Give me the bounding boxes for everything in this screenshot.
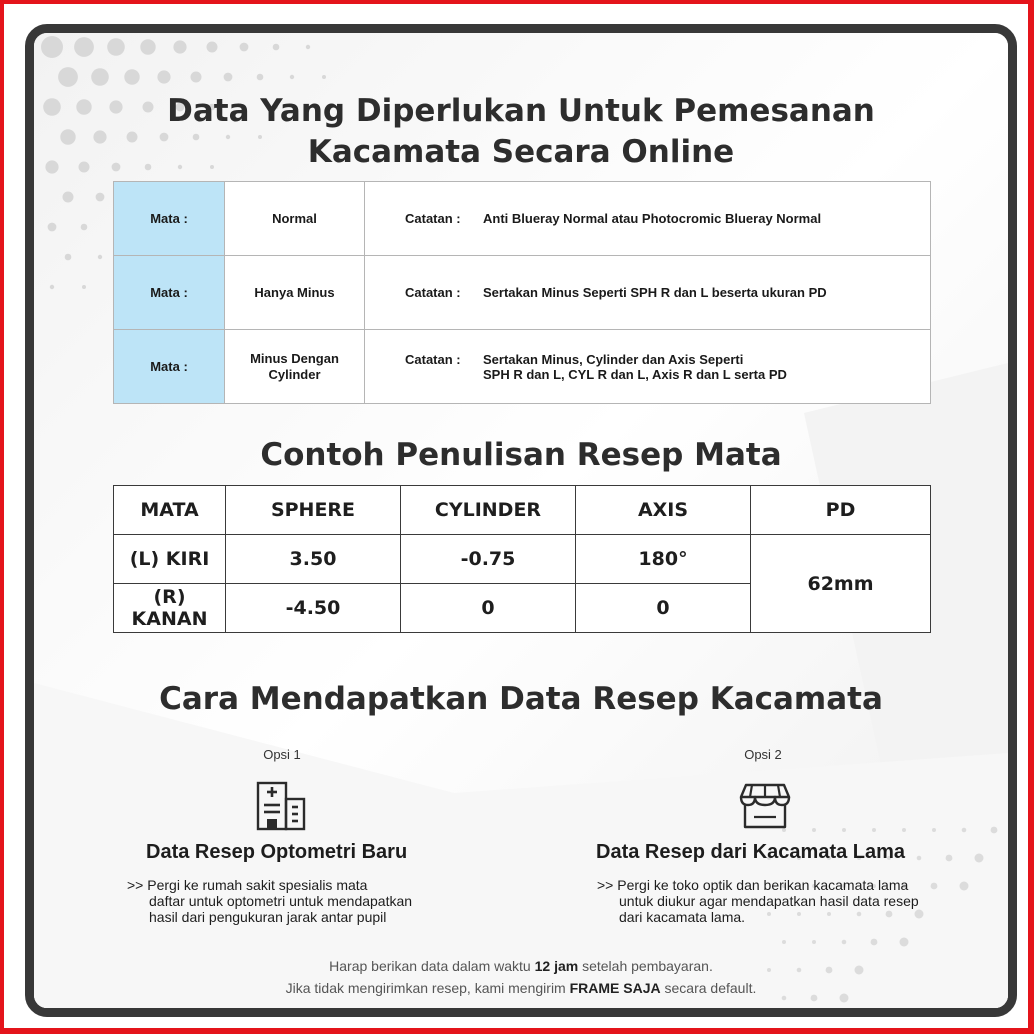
note-cell bbox=[365, 330, 931, 404]
note-label: Catatan : bbox=[405, 211, 461, 226]
header-cylinder: CYLINDER bbox=[401, 486, 576, 535]
note-label: Catatan : bbox=[405, 285, 461, 300]
main-title-line1: Data Yang Diperlukan Untuk Pemesanan bbox=[167, 93, 875, 129]
option-2-desc-line: untuk diukur agar mendapatkan hasil data resep bbox=[619, 893, 919, 909]
footer-text: secara default. bbox=[660, 980, 757, 996]
cell-sphere: 3.50 bbox=[226, 535, 401, 584]
table-row bbox=[114, 330, 931, 404]
option-1-label: Opsi 1 bbox=[263, 747, 301, 762]
example-title: Contoh Penulisan Resep Mata bbox=[260, 437, 782, 473]
table-header-row bbox=[114, 486, 931, 535]
main-title-line2: Kacamata Secara Online bbox=[307, 134, 735, 170]
main-title bbox=[34, 91, 1008, 173]
option-2-label: Opsi 2 bbox=[744, 747, 782, 762]
cell-axis: 180° bbox=[576, 535, 751, 584]
option-2-desc-line: dari kacamata lama. bbox=[619, 909, 746, 925]
lens-type-cell bbox=[225, 330, 365, 404]
cell-mata: (R) KANAN bbox=[114, 584, 226, 633]
lens-requirements-table bbox=[113, 181, 931, 404]
footer-emphasis: 12 jam bbox=[534, 958, 579, 974]
table-row bbox=[114, 535, 931, 584]
footer-line-2 bbox=[286, 980, 757, 996]
lens-type-line: Minus Dengan bbox=[250, 350, 339, 366]
header-axis: AXIS bbox=[576, 486, 751, 535]
cell-cylinder: 0 bbox=[401, 584, 576, 633]
footer-note bbox=[34, 955, 1008, 999]
mata-label-cell: Mata : bbox=[114, 182, 225, 256]
content-panel bbox=[25, 24, 1017, 1017]
option-2-title: Data Resep dari Kacamata Lama bbox=[596, 841, 906, 863]
cell-mata: (L) KIRI bbox=[114, 535, 226, 584]
footer-text: setelah pembayaran. bbox=[578, 958, 713, 974]
option-1-desc-line: >> Pergi ke rumah sakit spesialis mata bbox=[127, 877, 368, 893]
lens-type-cell: Hanya Minus bbox=[225, 256, 365, 330]
footer-text: Jika tidak mengirimkan resep, kami mengirim bbox=[285, 980, 570, 996]
option-2-desc-line: >> Pergi ke toko optik dan berikan kacamata lama bbox=[597, 877, 909, 893]
hospital-icon bbox=[254, 775, 310, 833]
footer-line-1 bbox=[329, 958, 713, 974]
note-text: Anti Blueray Normal atau Photocromic Blueray Normal bbox=[483, 211, 822, 226]
store-icon bbox=[738, 781, 792, 831]
cell-axis: 0 bbox=[576, 584, 751, 633]
note-text: Sertakan Minus, Cylinder dan Axis Seperti bbox=[483, 351, 744, 367]
option-1-description bbox=[127, 877, 412, 925]
mata-label-cell: Mata : bbox=[114, 330, 225, 404]
header-sphere: SPHERE bbox=[226, 486, 401, 535]
table-row bbox=[114, 182, 931, 256]
page-frame bbox=[4, 4, 1028, 1028]
header-mata: MATA bbox=[114, 486, 226, 535]
footer-emphasis: FRAME SAJA bbox=[569, 980, 661, 996]
note-text: Sertakan Minus Seperti SPH R dan L beserta ukuran PD bbox=[483, 285, 827, 300]
option-1-desc-line: daftar untuk optometri untuk mendapatkan bbox=[149, 893, 413, 909]
table-row bbox=[114, 256, 931, 330]
note-text: SPH R dan L, CYL R dan L, Axis R dan L serta PD bbox=[483, 366, 787, 382]
mata-label-cell: Mata : bbox=[114, 256, 225, 330]
lens-type-line: Cylinder bbox=[268, 366, 321, 382]
cell-cylinder: -0.75 bbox=[401, 535, 576, 584]
cell-pd: 62mm bbox=[751, 535, 931, 633]
footer-text: Harap berikan data dalam waktu bbox=[329, 958, 535, 974]
option-2-description bbox=[597, 877, 919, 925]
note-cell bbox=[365, 182, 931, 256]
note-cell bbox=[365, 256, 931, 330]
note-label: Catatan : bbox=[405, 351, 461, 367]
prescription-example-table bbox=[113, 485, 931, 633]
option-1-title: Data Resep Optometri Baru bbox=[146, 841, 408, 863]
lens-type-cell: Normal bbox=[225, 182, 365, 256]
option-1-desc-line: hasil dari pengukuran jarak antar pupil bbox=[149, 909, 387, 925]
header-pd: PD bbox=[751, 486, 931, 535]
how-to-title: Cara Mendapatkan Data Resep Kacamata bbox=[159, 681, 883, 717]
cell-sphere: -4.50 bbox=[226, 584, 401, 633]
